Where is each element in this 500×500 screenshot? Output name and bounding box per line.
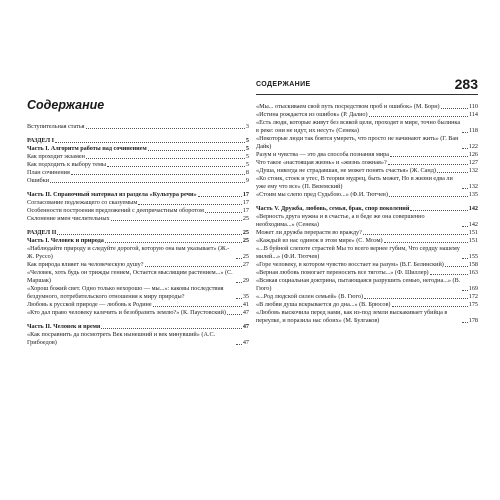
dot-leader [384, 242, 468, 243]
toc-entry[interactable] [256, 135, 478, 151]
dot-leader [71, 174, 245, 175]
running-title: СОДЕРЖАНИЕ [256, 81, 311, 88]
dot-leader [392, 306, 468, 307]
toc-entry-page: 47 [242, 339, 249, 346]
dot-leader [388, 164, 468, 165]
toc-entry-title: «Как посравнить да посмотреть Век нынешний и век минувший» (А.С. Грибоедов) [27, 331, 216, 346]
dot-leader [57, 234, 241, 235]
toc-entry[interactable] [27, 161, 249, 169]
toc-entry-page: 142 [468, 205, 478, 212]
toc-entry-title: Склонение имен числительных [27, 215, 110, 222]
toc-entry-page: 47 [242, 323, 249, 330]
toc-entry-page: 25 [242, 215, 249, 222]
toc-entry-page: 29 [242, 277, 249, 284]
toc-entry-page: 122 [468, 143, 478, 150]
toc-entry-title: Особенности построения предложений с деепричастным оборотом [27, 207, 204, 214]
dot-leader [364, 298, 468, 299]
toc-entry[interactable] [27, 215, 249, 223]
toc-entry-title: «Верная любовь помогает переносить все тяготы...» (Ф. Шиллер) [256, 269, 429, 276]
toc-entry-page: 25 [242, 229, 249, 236]
dot-leader [389, 196, 468, 197]
toc-entry-title: «...Род людской силен семьей» (В. Гюго) [256, 293, 364, 300]
toc-entry-title: «Стоим мы слепо пред Судьбою...» (Ф.И. Тютчев) [256, 191, 388, 198]
dot-leader [105, 242, 242, 243]
toc-entry-page: 151 [468, 237, 478, 244]
toc-entry-title: «Всякая социальная доктрина, пытающаяся разрушить семью, негодна...» (В. Гюго) [256, 277, 461, 292]
toc-entry-page: 155 [468, 253, 478, 260]
toc-entry[interactable] [27, 285, 249, 301]
dot-leader [55, 142, 245, 143]
toc-entry[interactable] [27, 169, 249, 177]
toc-section-heading[interactable] [27, 323, 249, 331]
toc-entry-title: План сочинения [27, 169, 70, 176]
toc-entry[interactable] [256, 277, 478, 293]
toc-entry-title: «Ко стоик, стоек и утес, В теории мудрец, быть может, Но в жизни едва ли уже ему что все» (П. Вяземский) [256, 175, 453, 190]
toc-entry[interactable] [27, 245, 249, 261]
toc-entry-title: «Наблюдайте природу и следуйте дорогой, которую она вам указывает» (Ж.-Ж. Руссо) [27, 245, 230, 260]
toc-entry-page: 118 [468, 127, 478, 134]
running-header [256, 76, 478, 95]
toc-title: Содержание [27, 98, 105, 112]
toc-entry-title: Часть V. Дружба, любовь, семья, брак, спор поколений [256, 205, 410, 212]
toc-entry-page: 5 [245, 161, 249, 168]
toc-section-heading[interactable] [27, 191, 249, 199]
toc-entry-page: 9 [245, 177, 249, 184]
dot-leader [445, 266, 468, 267]
toc-section-heading[interactable] [27, 145, 249, 153]
toc-entry[interactable] [256, 309, 478, 325]
toc-entry-title: Вступительная статья [27, 123, 85, 130]
dot-leader [462, 226, 468, 227]
toc-entry-title: «Душа, никогда не страдавшая, не может понять счастья» (Ж. Санд) [256, 167, 436, 174]
dot-leader [441, 108, 468, 109]
toc-section-heading[interactable] [27, 137, 249, 145]
dot-leader [462, 322, 468, 323]
toc-entry[interactable] [256, 119, 478, 135]
toc-entry[interactable] [27, 177, 249, 185]
toc-entry-page: 132 [468, 183, 478, 190]
toc-entry[interactable] [27, 331, 249, 347]
toc-entry-title: Часть I. Человек и природа [27, 237, 104, 244]
dot-leader [138, 204, 242, 205]
toc-entry-page: 27 [242, 261, 249, 268]
toc-entry-title: «Кто дал право человеку калечить и безобразить землю?» (К. Паустовский) [27, 309, 226, 316]
toc-entry-page: 41 [242, 301, 249, 308]
toc-entry[interactable] [256, 229, 478, 237]
toc-entry[interactable] [27, 153, 249, 161]
dot-leader [236, 344, 242, 345]
toc-entry-title: Что такое «настоящая жизнь» и «жизнь ложная»? [256, 159, 387, 166]
dot-leader [369, 116, 468, 117]
toc-entry-page: 17 [242, 191, 249, 198]
toc-entry-page: 3 [245, 123, 249, 130]
toc-entry-title: РАЗДЕЛ II [27, 229, 57, 236]
toc-entry[interactable] [27, 123, 249, 131]
toc-entry-title: «В любви душа вскрывается до дна...» (В. Брюсов) [256, 301, 391, 308]
dot-leader [236, 282, 242, 283]
toc-entry[interactable] [256, 175, 478, 191]
toc-entry-title: Как проходит экзамен [27, 153, 85, 160]
toc-entry-title: «Хорош божий свет. Одно только нехорошо — мы...»: каковы последствия бездумного, потребительского отношения к миру природы? [27, 285, 224, 300]
toc-entry-title: Часть I. Алгоритм работы над сочинением [27, 145, 147, 152]
toc-entry-page: 172 [468, 293, 478, 300]
toc-entry-page: 151 [468, 229, 478, 236]
toc-entry-title: Часть II. Человек и время [27, 323, 101, 330]
toc-section-heading[interactable] [256, 205, 478, 213]
toc-section-heading[interactable] [27, 229, 249, 237]
page-number: 283 [454, 76, 478, 92]
toc-entry-page: 163 [468, 269, 478, 276]
dot-leader [86, 128, 245, 129]
toc-entry-title: Любовь к русской природе — любовь к Родине [27, 301, 152, 308]
toc-entry-title: Ошибки [27, 177, 50, 184]
toc-entry-page: 5 [245, 153, 249, 160]
dot-leader [363, 234, 468, 235]
toc-entry[interactable] [256, 191, 478, 199]
toc-entry-page: 17 [242, 199, 249, 206]
toc-entry[interactable] [256, 159, 478, 167]
toc-entry-title: Часть II. Справочный материал из раздела «Культура речи» [27, 191, 197, 198]
toc-entry[interactable] [256, 301, 478, 309]
toc-entry-page: 158 [468, 261, 478, 268]
toc-entry-title: Как природа влияет на человеческую душу? [27, 261, 144, 268]
dot-leader [227, 314, 242, 315]
dot-leader [390, 156, 468, 157]
dot-leader [437, 172, 468, 173]
toc-entry-page: 142 [468, 221, 478, 228]
dot-leader [111, 220, 242, 221]
toc-entry-title: Как подходить к выбору темы [27, 161, 107, 168]
toc-entry-title: «Мы... отыскиваем свой путь посредством проб и ошибок» (М. Борн) [256, 103, 440, 110]
toc-entry-page: 175 [468, 301, 478, 308]
toc-entry-title: «Любовь выскочила перед нами, как из-под земли выскакивает убийца в переулке, и поразила нас обоих» (М. Булгаков) [256, 309, 448, 324]
dot-leader [148, 150, 245, 151]
toc-entry[interactable] [27, 261, 249, 269]
toc-entry-page: 17 [242, 207, 249, 214]
toc-entry-page: 132 [468, 167, 478, 174]
toc-entry[interactable] [256, 261, 478, 269]
toc-entry[interactable] [256, 103, 478, 111]
toc-entry-page: 126 [468, 151, 478, 158]
dot-leader [410, 210, 467, 211]
dot-leader [236, 298, 242, 299]
toc-entry[interactable] [256, 269, 478, 277]
toc-entry[interactable] [256, 167, 478, 175]
toc-entry-page: 114 [468, 111, 478, 118]
dot-leader [101, 328, 242, 329]
toc-entry-page: 25 [242, 237, 249, 244]
toc-entry[interactable] [27, 309, 249, 317]
dot-leader [236, 258, 242, 259]
toc-entry-title: «Некоторые люди так боятся умереть, что просто не начинают жить» (Г. Ван Дайк) [256, 135, 459, 150]
toc-entry-page: 178 [468, 317, 478, 324]
toc-entry-title: Разум и чувства — это два способа познания мира [256, 151, 390, 158]
toc-entry[interactable] [27, 269, 249, 285]
dot-leader [205, 212, 242, 213]
toc-entry-page: 169 [468, 285, 478, 292]
toc-entry-title: «Человек, хоть будь он трижды гением, Остается мыслящим растением...» (С. Маршак) [27, 269, 233, 284]
toc-entry[interactable] [27, 199, 249, 207]
toc-entry-title: Может ли дружба перерасти во вражду? [256, 229, 362, 236]
toc-entry[interactable] [27, 301, 249, 309]
toc-entry-title: «...В буйной слепоте страстей Мы то всего вернее губим, Что сердцу нашему милей...» (Ф.И. Тютчев) [256, 245, 460, 260]
dot-leader [462, 258, 468, 259]
dot-leader [145, 266, 242, 267]
toc-entry[interactable] [256, 293, 478, 301]
dot-leader [462, 148, 468, 149]
toc-section-heading[interactable] [27, 237, 249, 245]
toc-entry-page: 110 [468, 103, 478, 110]
toc-entry-title: «Горе человеку, в котором чувство восстает на разум» (В.Г. Белинский) [256, 261, 444, 268]
toc-entry-page: 5 [245, 137, 249, 144]
dot-leader [198, 196, 242, 197]
dot-leader [86, 158, 245, 159]
dot-leader [462, 132, 468, 133]
toc-entry[interactable] [256, 237, 478, 245]
toc-entry-title: «Верность друга нужна и в счастье, а в беде же она совершенно необходима...» (Сенека) [256, 213, 425, 228]
toc-entry-title: «Есть люди, которые живут без всякой цели, проходят в мире, точно былинка в реке: они не идут, их несут» (Сенека) [256, 119, 461, 134]
dot-leader [462, 188, 468, 189]
toc-entry[interactable] [256, 213, 478, 229]
dot-leader [153, 306, 242, 307]
toc-entry-page: 5 [245, 145, 249, 152]
dot-leader [430, 274, 468, 275]
toc-entry-title: РАЗДЕЛ I [27, 137, 55, 144]
dot-leader [50, 182, 245, 183]
toc-entry-page: 35 [242, 293, 249, 300]
toc-entry-page: 47 [242, 309, 249, 316]
toc-entry-page: 127 [468, 159, 478, 166]
dot-leader [462, 290, 468, 291]
toc-entry-title: «Истина рождается из ошибок» (Р. Далио) [256, 111, 368, 118]
toc-entry-title: Согласование подлежащего со сказуемым [27, 199, 138, 206]
dot-leader [107, 166, 245, 167]
toc-entry-title: «Каждый из нас одинок в этом мире» (С. Моэм) [256, 237, 383, 244]
toc-entry[interactable] [256, 151, 478, 159]
toc-entry[interactable] [256, 245, 478, 261]
toc-entry-page: 8 [245, 169, 249, 176]
toc-entry-page: 25 [242, 253, 249, 260]
toc-entry[interactable] [256, 111, 478, 119]
toc-entry-page: 135 [468, 191, 478, 198]
toc-entry[interactable] [27, 207, 249, 215]
